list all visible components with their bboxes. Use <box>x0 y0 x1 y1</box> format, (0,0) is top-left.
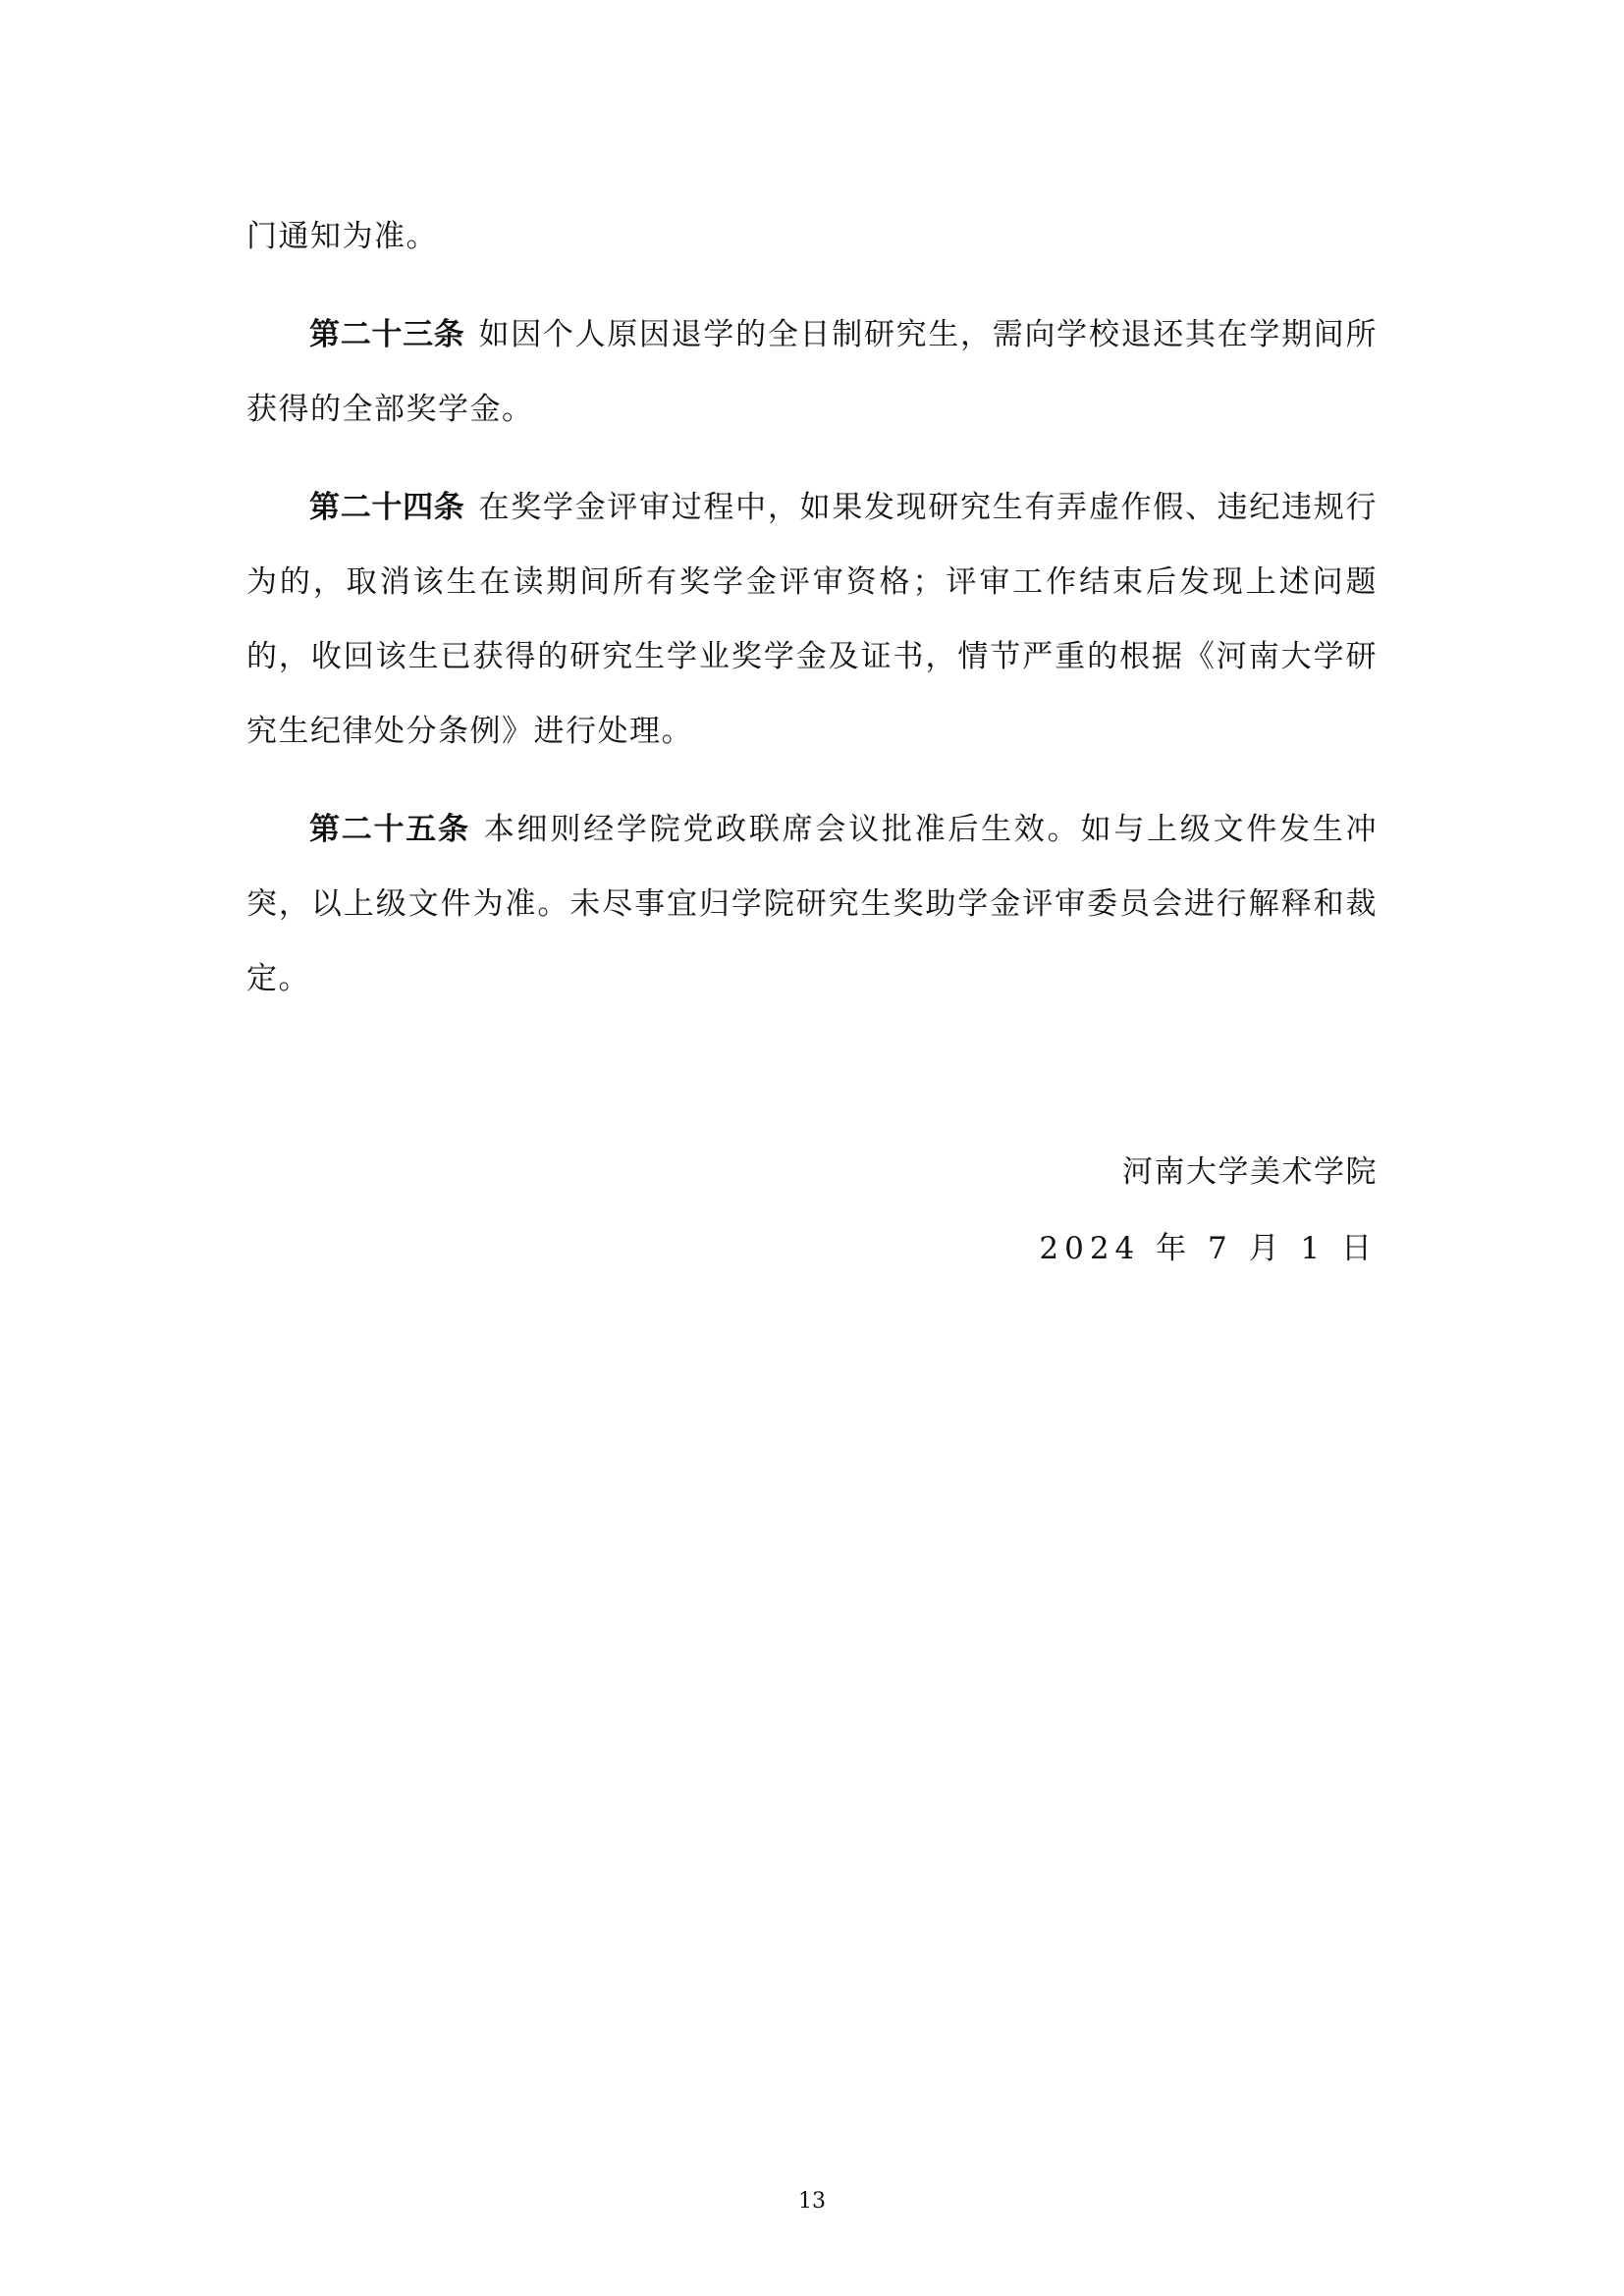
article-number: 第二十五条 <box>309 812 470 847</box>
paragraph-continuation <box>246 199 1378 274</box>
article-24-paragraph <box>246 470 1378 769</box>
page-number: 13 <box>798 2189 826 2214</box>
article-number: 第二十三条 <box>309 317 465 352</box>
document-body <box>246 199 1378 1016</box>
signature-organization: 河南大学美术学院 <box>1122 1154 1378 1190</box>
paragraph-text: 本细则经学院党政联席会议批准后生效。如与上级文件发生冲突，以上级文件为准。未尽事宜归学院研究生奖助学金评审委员会进行解释和裁定。 <box>246 812 1379 996</box>
signature-date: 2024 年 7 月 1 日 <box>1039 1231 1378 1266</box>
paragraph-text: 门通知为准。 <box>246 219 438 254</box>
article-25-paragraph <box>246 792 1378 1016</box>
article-number: 第二十四条 <box>309 490 465 525</box>
paragraph-text: 如因个人原因退学的全日制研究生，需向学校退还其在学期间所获得的全部奖学金。 <box>246 317 1378 427</box>
article-23-paragraph <box>246 297 1378 447</box>
paragraph-text: 在奖学金评审过程中，如果发现研究生有弄虚作假、违纪违规行为的，取消该生在读期间所有奖学金评审资格；评审工作结束后发现上述问题的，收回该生已获得的研究生学业奖学金及证书，情节严重的根据《河南大学研究生纪律处分条例》进行处理。 <box>246 490 1378 749</box>
